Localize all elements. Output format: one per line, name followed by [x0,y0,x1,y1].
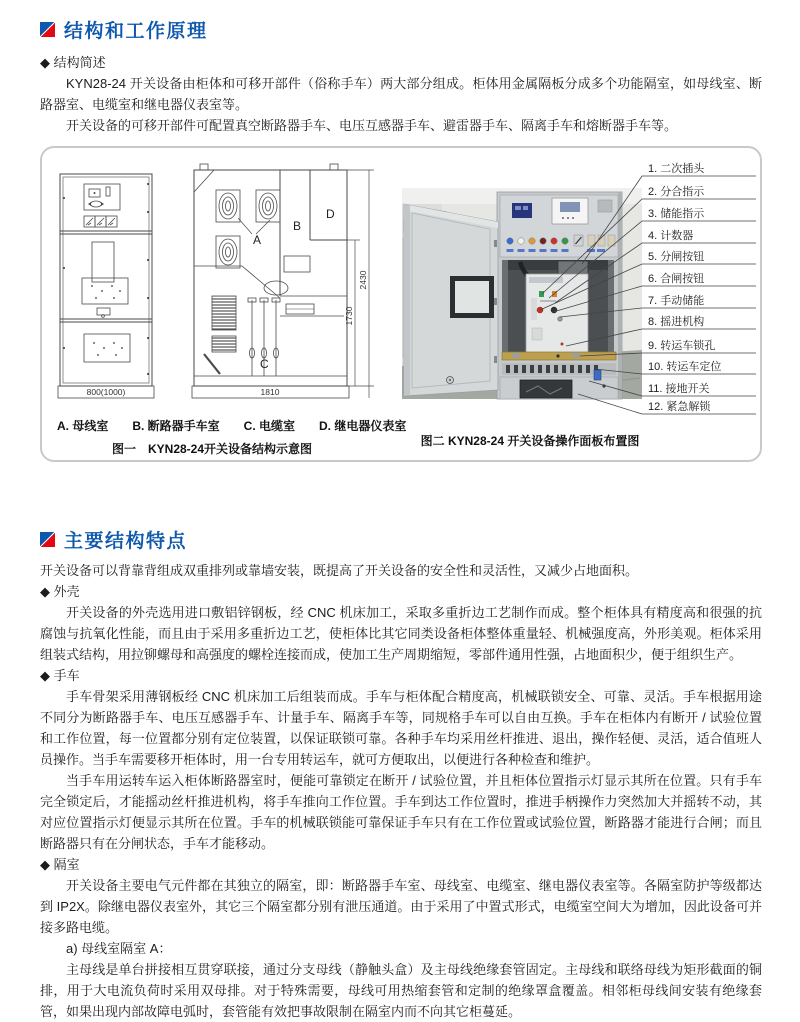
paragraph-shell: 开关设备的外壳选用进口敷铝锌钢板，经 CNC 机床加工，采取多重折边工艺制作而成。整个柜体具有精度高和很强的抗腐蚀与抗氧化性能，而且由于采用多重折边工艺，使柜体比其它同类设备柜体整体重量轻、机械强度高，外形美观。柜体采用组装式结构，用拉铆螺母和高强度的螺栓连接而成，使加工生产周期缩短，零部件通用性强，占地面积少，便于组织生产。 [40,605,762,662]
secondary-plug [558,261,588,274]
paragraph-busbar: 主母线是单台拼接相互贯穿联接，通过分支母线（静触头盒）及主母线绝缘套管固定。主母线和联络母线为矩形截面的铜排，用于大电流负荷时采用双母排。对于特殊需要，母线可用热缩套管和定制的绝缘罩盒覆盖。相邻柜母线间安装有绝缘套管，如果出现内部故障电弧时，套管能有效把事故限制在隔室内而不向其它柜蔓延。 [40,962,762,1019]
paragraph-compartment: 开关设备主要电气元件都在其独立的隔室，即：断路器手车室、母线室、电缆室、继电器仪表室等。各隔室防护等级都达到 IP2X。除继电器仪表室外，其它三个隔室都分别有泄压通道。由于采用了中置式形式，电缆室空间大为增加，因此设备可并接多路电缆。 [40,878,762,935]
compartment-letter-c: C [260,357,269,371]
section-marker-icon [40,532,55,547]
manual-energy-knob [558,317,562,321]
figure-panel [40,146,762,462]
figures-illustration [42,148,760,456]
compartment-letter-a: A [253,233,262,247]
callout-label-6: 6. 合闸按钮 [648,273,705,285]
callout-label-3: 3. 储能指示 [648,208,705,220]
figure1-compartment-legend: A. 母线室 B. 断路器手车室 C. 电缆室 D. 继电器仪表室 [57,419,407,433]
door-window-glass [455,281,489,313]
dimension-total-height: 2430 [358,270,368,290]
paragraph-features-intro: 开关设备可以背靠背组成双重排列或靠墙安装，既提高了开关设备的安全性和灵活性，又减少占地面积。 [40,563,639,578]
section-title: 结构和工作原理 [64,20,208,42]
figure1-front-view-drawing [58,174,154,398]
callout-label-11: 11. 接地开关 [648,383,710,395]
compartment-letter-d: D [326,207,335,221]
figure1-side-view-drawing [192,164,374,398]
callout-label-2: 2. 分合指示 [648,186,705,198]
dimension-inner-height: 1730 [344,306,354,326]
compartment-letter-b: B [293,219,302,233]
transfer-truck-positioner [594,370,601,380]
figure2-caption: 图二 KYN28-24 开关设备操作面板布置图 [420,434,640,448]
paragraph-structure-2: 开关设备的可移开部件可配置真空断路器手车、电压互感器手车、避雷器手车、隔离手车和熔断器手车等。 [66,118,678,133]
section-marker-icon [40,22,55,37]
document-page [0,16,800,1022]
cabinet-open-door [404,204,498,396]
callout-label-8: 8. 摇进机构 [648,316,705,328]
callout-label-5: 5. 分闸按钮 [648,251,705,263]
section-header-structure [40,16,762,42]
switchgear-cabinet [497,192,622,399]
callout-label-12: 12. 紧急解锁 [648,401,711,413]
figure1-caption: 图一 KYN28-24开关设备结构示意图 [111,442,313,456]
lower-window [520,380,572,398]
subsection-title-compartment: ◆ 隔室 [40,857,80,872]
breaker-front-panel [526,274,588,353]
subsection-title-structure-brief: ◆ 结构简述 [40,55,106,70]
open-close-indicator [539,291,544,297]
section-title: 主要结构特点 [64,530,188,552]
figure2-photo [402,188,642,399]
dimension-side-width: 1810 [260,387,280,397]
callout-label-9: 9. 转运车锁孔 [648,340,716,352]
subsection-title-shell: ◆ 外壳 [40,584,80,599]
paragraph-structure-1: KYN28-24 开关设备由柜体和可移开部件（俗称手车）两大部分组成。柜体用金属隔板分成多个功能隔室，如母线室、断路器室、电缆室和继电器仪表室等。 [40,76,762,112]
busbar-compartment-subtitle: a) 母线室隔室 A： [66,941,172,956]
paragraph-trolley-1: 手车骨架采用薄钢板经 CNC 机床加工后组装而成。手车与柜体配合精度高，机械联锁安全、可靠、灵活。手车根据用途不同分为断路器手车、电压互感器手车、计量手车、隔离手车等，同规格手车可以自由互换。手车在柜体内有断开 / 试验位置和工作位置，每一位置都分别有定位装置，以保证联锁可靠。各种手车均采用丝杆推进、退出，操作轻便、灵活，适合值班人员操作。当手车需要移开柜体时，用一台专用转运车，就可方便取出，以便进行各种检查和维护。 [40,689,762,767]
section-header-features [40,526,762,552]
callout-label-4: 4. 计数器 [648,230,694,242]
callout-label-1: 1. 二次插头 [648,163,705,175]
dimension-front-width: 800(1000) [86,387,126,397]
callout-label-7: 7. 手动储能 [648,295,705,307]
subsection-title-trolley: ◆ 手车 [40,668,80,683]
callout-label-10: 10. 转运车定位 [648,361,722,373]
paragraph-trolley-2: 当手车用运转车运入柜体断路器室时，便能可靠锁定在断开 / 试验位置，并且柜体位置指示灯显示其所在位置。只有手车完全锁定后，才能摇动丝杆推进机构，将手车推向工作位置。手车到达工作位置时，推进手柄操作力突然加大并摇转不动，其对应位置指示灯便显示其所在位置。手车的机械联锁能可靠保证手车只有在工作位置或试验位置，断路器才能进行合闸；而且断路器只有在分闸状态，手车才能移动。 [40,773,762,851]
